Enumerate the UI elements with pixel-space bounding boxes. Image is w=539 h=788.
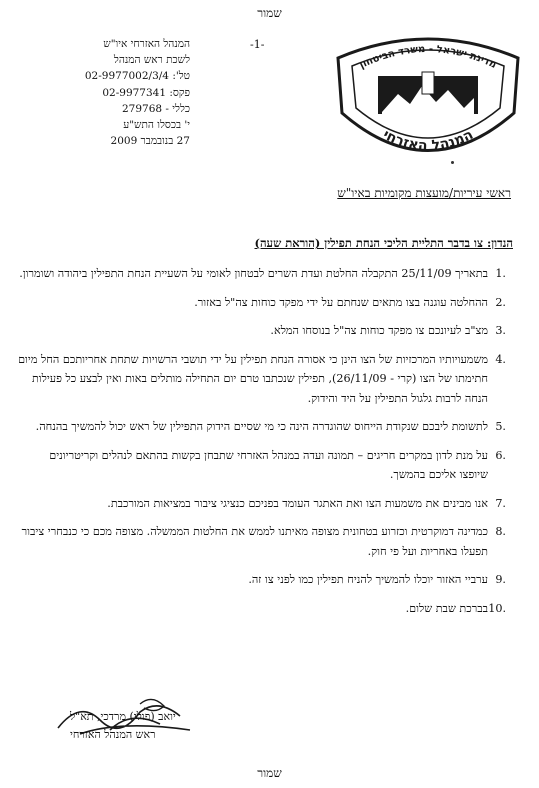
header-line-hebrew-date: י' בכסלו התש"ע (123, 119, 190, 132)
item-number: 7. (495, 496, 506, 510)
header-contact-block (40, 36, 190, 149)
list-item (18, 522, 506, 561)
civil-administration-emblem (318, 28, 538, 178)
signatory-name: יואב (פולי) מרדכי, תא"ל (70, 710, 176, 723)
emblem-upper-text: מדינת ישראל - משרד הביטחון (357, 43, 499, 71)
list-item (18, 570, 506, 590)
signatory-title: ראש המנהל האזרחי (70, 728, 156, 741)
item-number: 9. (495, 573, 506, 586)
header-line-office: לשכת ראש המנהל (113, 54, 190, 67)
item-text: בתאריך 25/11/09 התקבלה החלטת ועדת השרים לבטחון לאומי על השעיית הנחת התפילין ביהודה ושומרון. (19, 267, 488, 280)
item-number: 1. (495, 267, 506, 280)
page-number: -1- (250, 38, 265, 51)
list-item (18, 321, 506, 341)
item-text: לתשומת ליבכם שנקודת הייחוס שהוגדרה הינה כי מי שסיים הידוק התפילין של ראש יכול להמשיך בהנחה. (35, 420, 488, 433)
item-text: אנו מבינים את משמעות הצו ואת האתגר העומד בפניכם כנציגי ציבור במציאות המורכבת. (107, 496, 488, 510)
item-text: משמעויותיו המרכזיות של הצו הינן כי אסורה הנחת תפילין על ידי תושבי הרשויות שתחת אחריותכם החל מיום חתימתו של הצו (קרי - 26/11/09), תפילין שנכתבו טרם יום התחילה מותלים באות ואין לבצע כל פעילות הנחה לרבות גלגול התפילין על היד והידוק. (18, 352, 488, 405)
item-text: בברכת שבת שלום. (405, 601, 488, 615)
item-number: 2. (495, 295, 506, 309)
item-number: 4. (495, 352, 506, 366)
list-item (18, 446, 506, 485)
emblem-tower (422, 72, 434, 94)
recipient-line: ראשי עיריות/מועצות מקומיות באיו"ש (337, 186, 511, 200)
item-number: 6. (495, 448, 506, 462)
scan-speck (451, 161, 454, 164)
list-item (18, 599, 506, 619)
item-text: מצ"ב לעיונכם צו מפקד כוחות צה"ל בנוסחו המלא. (270, 324, 488, 337)
classification-top: שמור (257, 6, 282, 20)
header-line-unit: המנהל האזרחי איו"ש (103, 38, 190, 50)
letter-body-list (18, 264, 506, 618)
list-item (18, 350, 506, 409)
item-number: 10. (488, 601, 506, 615)
item-text: ההחלטה עוגנה בצו מתאים שנחתם על ידי מפקד כוחות צה"ל באזור. (194, 295, 488, 309)
list-item (18, 494, 506, 514)
header-line-fax: פקס: 02-9977341 (102, 86, 190, 99)
item-number: 8. (495, 525, 506, 538)
header-line-date: 27 בנובמבר 2009 (110, 135, 190, 148)
item-text: על מנת לדון במקרים חריגים – תמונה ועדה במנהל האזרחי שתבחן בקשות בהתאם לנהלים וקריטריונים שיופצו אליכם בהמשך. (49, 448, 488, 481)
list-item (18, 264, 506, 284)
header-line-reference: כללי - 279768 (121, 102, 190, 115)
header-line-phone: טל': 02-9977002/3/4 (84, 70, 190, 83)
item-number: 5. (495, 420, 506, 433)
item-number: 3. (495, 324, 506, 337)
item-text: כמדינה דמוקרטית וכזרוע בטחונית מצופה מאיתנו לממש את החלטות הממשלה. מצופה מכם כי כנבחרי ציבור תפעלו באחריות ועל פי חוק. (21, 525, 488, 558)
list-item (18, 417, 506, 437)
emblem-lower-text: המנהל האזרחי (380, 126, 476, 155)
list-item (18, 293, 506, 313)
item-text: ערביי האזור יוכלו להמשיך להניח תפילין כמו לפני צו זה. (248, 573, 488, 586)
classification-bottom: שמור (257, 766, 282, 780)
subject-line: הנדון: צו בדבר התליית הליכי הנחת תפילין (הוראת שעה) (254, 236, 513, 250)
